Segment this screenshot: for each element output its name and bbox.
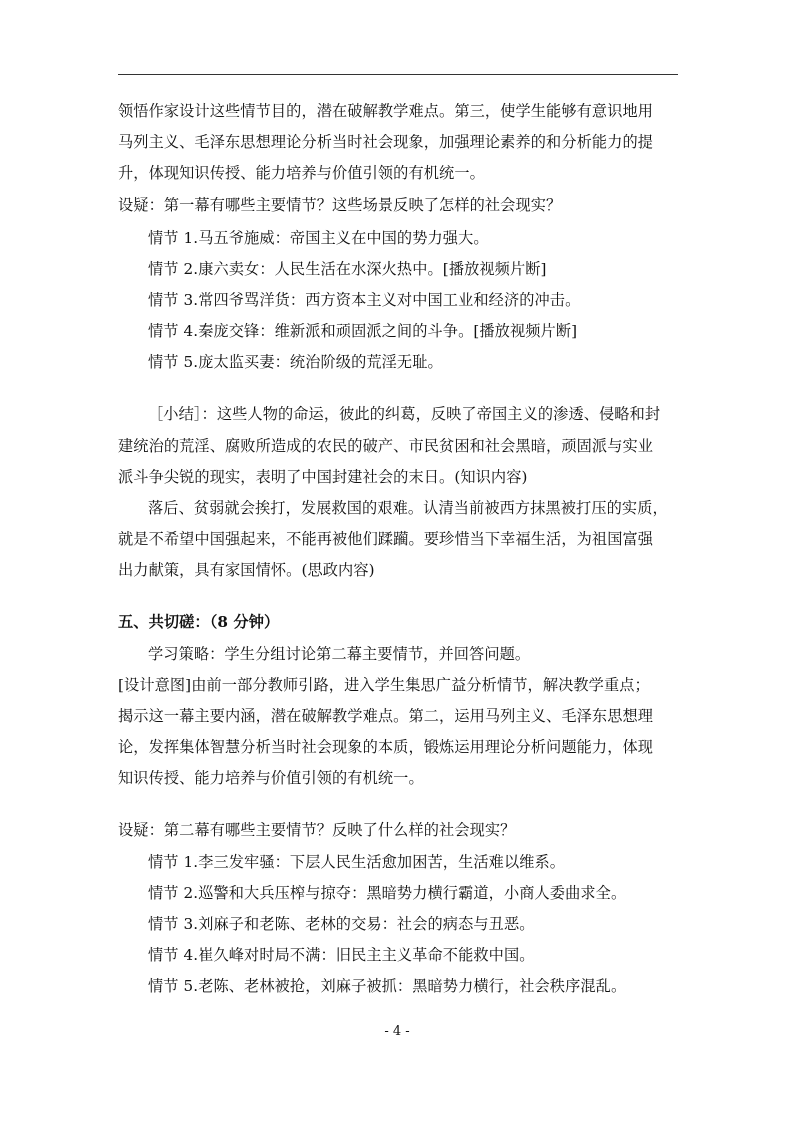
design-intent-line: 知识传授、能力培养与价值引领的有机统一。 [118,769,424,787]
design-intent-line: [设计意图]由前一部分教师引路，进入学生集思广益分析情节，解决教学重点； [118,676,650,694]
paragraph-line: 就是不希望中国强起来，不能再被他们蹂躏。要珍惜当下幸福生活，为祖国富强 [118,530,654,548]
paragraph-line: 落后、贫弱就会挨打，发展救国的艰难。认清当前被西方抹黑被打压的实质， [148,499,668,517]
paragraph-line: 学习策略：学生分组讨论第二幕主要情节，并回答问题。 [148,645,531,663]
paragraph-line: 马列主义、毛泽东思想理论分析当时社会现象，加强理论素养的和分析能力的提 [118,133,654,151]
page-number: - 4 - [384,1024,410,1039]
paragraph-line: 领悟作家设计这些情节目的，潜在破解教学难点。第三，使学生能够有意识地用 [118,102,654,120]
plot-item: 情节 3.常四爷骂洋货：西方资本主义对中国工业和经济的冲击。 [148,291,581,309]
design-intent-line: 揭示这一幕主要内涵，潜在破解教学难点。第二，运用马列主义、毛泽东思想理 [118,707,654,725]
summary-line: 派斗争尖锐的现实，表明了中国封建社会的末日。(知识内容) [118,468,528,486]
question-line: 设疑：第一幕有哪些主要情节？这些场景反映了怎样的社会现实？ [118,196,562,214]
plot-item: 情节 3.刘麻子和老陈、老林的交易：社会的病态与丑恶。 [148,915,535,933]
paragraph-line: 升，体现知识传授、能力培养与价值引领的有机统一。 [118,164,485,182]
plot-item: 情节 5.庞太监买妻：统治阶级的荒淫无耻。 [148,353,443,371]
plot-item: 情节 4.崔久峰对时局不满：旧民主主义革命不能救中国。 [148,946,535,964]
question-line: 设疑：第二幕有哪些主要情节？反映了什么样的社会现实？ [118,821,516,839]
plot-item: 情节 5.老陈、老林被抢，刘麻子被抓：黑暗势力横行，社会秩序混乱。 [148,977,627,995]
header-rule [118,74,678,75]
design-intent-line: 论，发挥集体智慧分析当时社会现象的本质，锻炼运用理论分析问题能力，体现 [118,738,654,756]
plot-item: 情节 1.马五爷施威：帝国主义在中国的势力强大。 [148,229,489,247]
plot-item: 情节 2.巡警和大兵压榨与掠夺：黑暗势力横行霸道，小商人委曲求全。 [148,884,627,902]
summary-line: ［小结］：这些人物的命运，彼此的纠葛，反映了帝国主义的渗透、侵略和封 [148,405,661,423]
section-heading: 五、共切磋：（8 分钟） [118,613,280,631]
paragraph-line: 出力献策，具有家国情怀。(思政内容) [118,561,375,579]
plot-item: 情节 4.秦庞交锋：维新派和顽固派之间的斗争。[播放视频片断] [148,322,578,340]
plot-item: 情节 2.康六卖女：人民生活在水深火热中。[播放视频片断] [148,260,547,278]
plot-item: 情节 1.李三发牢骚：下层人民生活愈加困苦，生活难以维系。 [148,853,566,871]
summary-line: 建统治的荒淫、腐败所造成的农民的破产、市民贫困和社会黑暗，顽固派与实业 [118,437,654,455]
